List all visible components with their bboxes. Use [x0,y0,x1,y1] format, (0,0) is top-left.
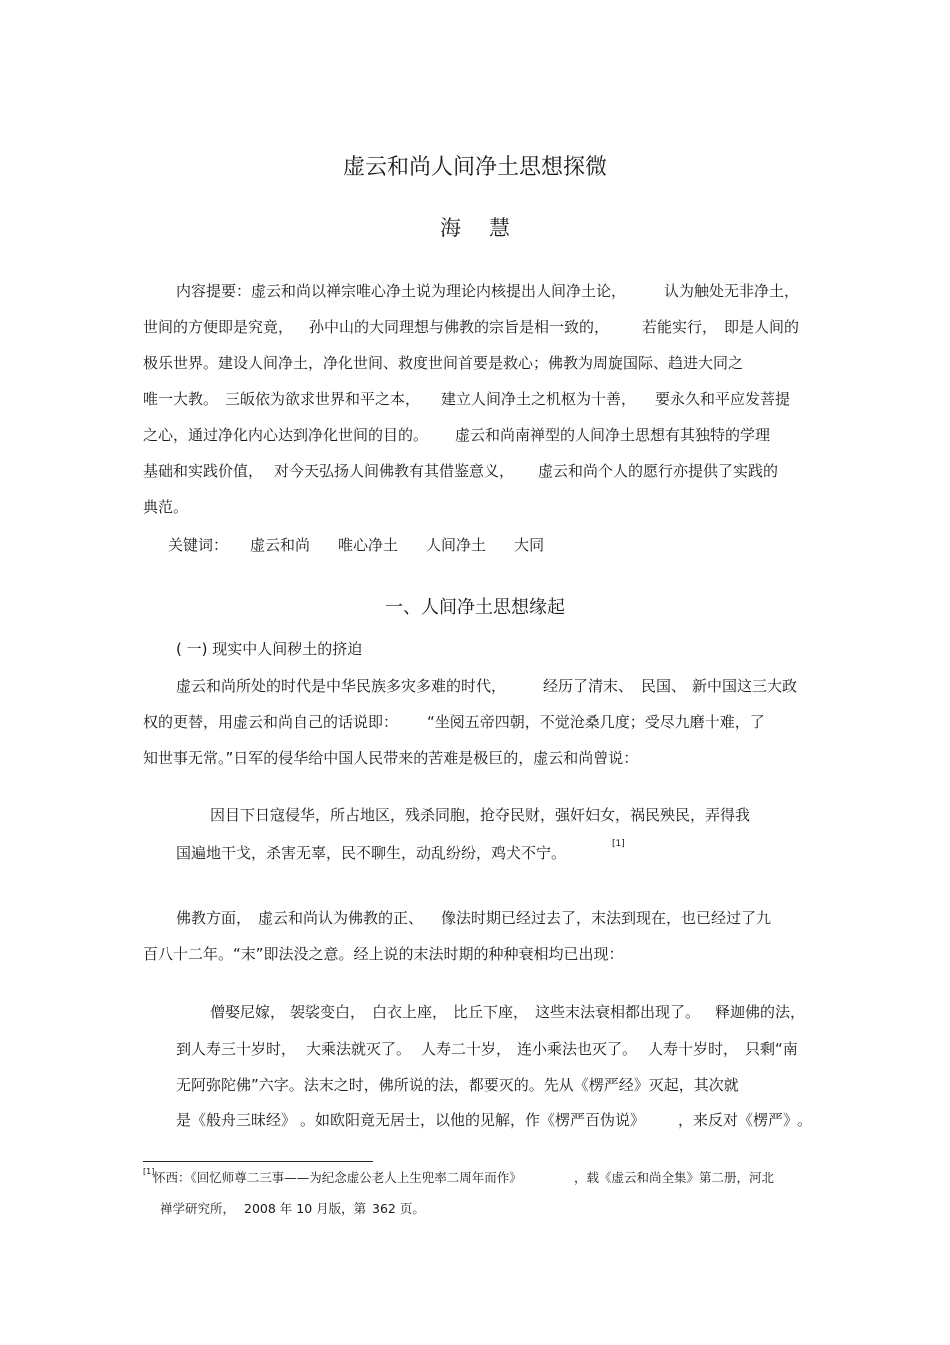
abstract-line [143,317,293,337]
body-line: 像法时期已经过去了，末法到现在，也已经过了九 [441,909,772,927]
quote-line: 连小乘法也灭了。 [517,1040,638,1058]
paper-title: 虚云和尚人间净土思想探微 [342,155,607,180]
abstract-line: 之心，通过净化内心达到净化世间的目的。 [143,426,429,444]
keyword: 虚云和尚 [250,536,311,554]
body-line: 民国、 [641,677,687,695]
quote-line: 只剩“南 [745,1040,798,1058]
footnote-text: 362 页。 [372,1201,425,1216]
footnote-text: ，载《虚云和尚全集》第二册，河北 [574,1170,775,1185]
abstract-line: 三皈依为欲求世界和平之本， [225,390,421,408]
quote-line: 大乘法就灭了。 [306,1040,412,1058]
author-name: 海慧 [440,216,538,240]
abstract-line [309,317,609,337]
abstract-line: 虚云和尚个人的愿行亦提供了实践的 [538,462,779,480]
abstract-line [642,317,717,337]
footnote-text: 禅学研究所， [160,1201,236,1216]
section-heading: 一、人间净土思想缘起 [385,597,565,618]
quote-line: 比丘下座， [453,1003,529,1021]
abstract-line: 要永久和平应发菩提 [655,390,791,408]
body-line: 佛教方面， [176,909,252,927]
abstract-text: 若能实行， [642,318,718,336]
abstract-text: 内容提要：虚云和尚以禅宗唯心净土说为理论内核提出人间净土论， [176,282,627,300]
abstract-line: 典范。 [143,498,189,516]
footnote-text: 怀西：《回忆师尊二三事——为纪念虚公老人上生兜率二周年而作》 [153,1170,522,1185]
abstract-text: 世间的方便即是究竟， [143,318,294,336]
abstract-line [176,281,626,301]
quote-text: 国遍地干戈，杀害无辜，民不聊生，动乱纷纷，鸡犬不宁。 [176,844,567,862]
abstract-line: 唯一大教。 [143,390,219,408]
quote-line: 因目下日寇侵华，所占地区，残杀同胞，抢夺民财，强奸妇女，祸民殃民，弄得我 [210,806,751,824]
quote-line: 。 [797,1111,813,1129]
quote-line: 。如欧阳竟无居士，以他的见解，作《楞严百伪说》 [300,1111,646,1129]
quote-line: 无阿弥陀佛”六字。法末之时，佛所说的法，都要灭的。先从《楞严经》灭起，其次就 [176,1076,739,1094]
abstract-line: 对今天弘扬人间佛教有其借鉴意义， [274,462,515,480]
abstract-line: 虚云和尚南禅型的人间净土思想有其独特的学理 [455,426,771,444]
quote-line: 白衣上座， [372,1003,448,1021]
subsection-heading: ( 一) 现实中人间秽土的挤迫 [176,640,363,658]
abstract-text: 认为触处无非净土， [664,282,800,300]
quote-line: 人寿二十岁， [421,1040,512,1058]
keyword: 唯心净土 [338,536,399,554]
quote-line [176,843,566,863]
footnote-divider [143,1161,373,1162]
body-line: 百八十二年。“末”即法没之意。经上说的末法时期的种种衰相均已出现： [143,945,624,963]
body-line: 知世事无常。”日军的侵华给中国人民带来的苦难是极巨的，虚云和尚曾说： [143,749,639,767]
body-line: “坐阅五帝四朝，不觉沧桑几度；受尽九磨十难，了 [427,713,765,731]
abstract-text: 即是人间的 [724,318,800,336]
quote-line: 人寿十岁时， [648,1040,739,1058]
body-line: 权的更替，用虚云和尚自己的话说即： [143,713,399,731]
abstract-text: 孙中山的大同理想与佛教的宗旨是相一致的， [309,318,610,336]
footnote-marker: [1] [143,1167,155,1176]
abstract-line [724,317,799,337]
quote-line: 到人寿三十岁时， [176,1040,297,1058]
body-line: 新中国这三大政 [692,677,798,695]
quote-line: ，来反对《楞严》 [678,1111,799,1129]
abstract-line: 基础和实践价值， [143,462,264,480]
quote-line: 袈裟变白， [290,1003,366,1021]
body-line: 虚云和尚所处的时代是中华民族多灾多难的时代， [176,677,507,695]
body-line: 虚云和尚认为佛教的正、 [258,909,424,927]
keywords-label: 关键词： [168,536,229,554]
quote-line: 是《般舟三昧经》 [176,1111,297,1129]
quote-line: 僧娶尼嫁， [210,1003,286,1021]
abstract-line [664,281,799,301]
keyword: 人间净土 [426,536,487,554]
abstract-line: 建立人间净土之机枢为十善， [441,390,637,408]
footnote-reference: [1] [612,839,625,849]
quote-line: 释迦佛的法， [715,1003,806,1021]
keyword: 大同 [514,536,545,554]
abstract-line: 极乐世界。建设人间净土，净化世间、救度世间首要是救心；佛教为周旋国际、趋进大同之 [143,354,744,372]
body-line: 经历了清末、 [543,677,634,695]
footnote-text: 2008 年 10 月版，第 [244,1201,367,1216]
quote-line: 这些末法衰相都出现了。 [535,1003,701,1021]
keywords-line [168,535,544,555]
